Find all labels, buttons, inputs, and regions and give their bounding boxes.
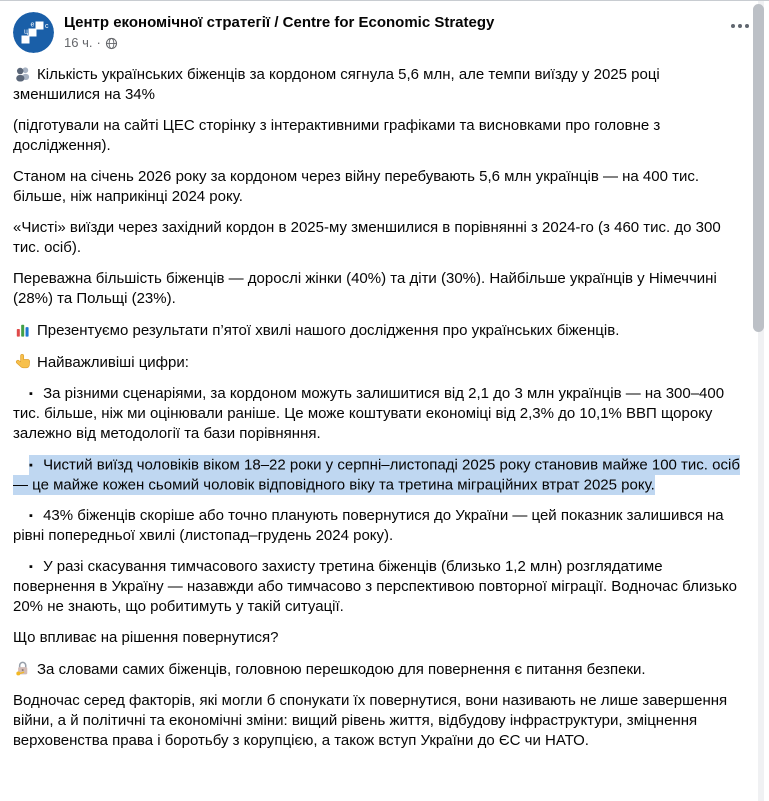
post-timestamp[interactable]: 16 ч. bbox=[64, 35, 93, 50]
facebook-post bbox=[0, 1, 769, 801]
bullet-icon: ▪ bbox=[29, 459, 39, 471]
paragraph-survey-intro: Презентуємо результати п’ятої хвилі нашого дослідження про українських біженців. bbox=[13, 320, 743, 341]
avatar-letter-c1: ц bbox=[24, 28, 29, 36]
paragraph-site-note: (підготували на сайті ЦЕС сторінку з інтерактивними графіками та висновками про головне з дослідження). bbox=[13, 117, 661, 154]
header-meta bbox=[64, 12, 727, 51]
bullet-icon: ▪ bbox=[29, 388, 39, 400]
bullet-scenarios: ▪ За різними сценаріями, за кордоном можуть залишитися від 2,1 до 3 млн українців — на 300–400 тис. більше, ніж ми оцінювали раніше. Це може коштувати економіці від 2,3% до 10,1% ВВП щороку залежно від методології та бази порівняння. bbox=[13, 385, 725, 442]
bullet-icon: ▪ bbox=[29, 510, 39, 522]
avatar-letter-c2: е bbox=[30, 21, 35, 29]
post-header bbox=[0, 1, 769, 61]
more-options-icon[interactable] bbox=[727, 14, 753, 38]
highlighted-text: ▪ Чистий виїзд чоловіків віком 18–22 роки у серпні–листопаді 2025 року становив майже 100 тис. осіб — це майже кожен сьомий чоловік відповідного віку та третина міграційних втрат 2025 року. bbox=[13, 456, 740, 493]
paragraph-key-figures-heading: Найважливіші цифри: bbox=[13, 352, 743, 373]
page-name-link[interactable]: Центр економічної стратегії / Centre for Economic Strategy bbox=[64, 14, 495, 31]
busts-in-silhouette-icon bbox=[13, 64, 32, 83]
paragraph-january-2026: Станом на січень 2026 року за кордоном через війну перебувають 5,6 млн українців — на 400 тис. більше, ніж наприкінці 2024 року. bbox=[13, 168, 700, 205]
page-avatar[interactable] bbox=[13, 12, 54, 53]
bullet-temporary-protection: ▪ У разі скасування тимчасового захисту третина біженців (близько 1,2 млн) розглядатиме повернення в Україну — назавжди або тимчасово з перспективою повторної міграції. Водночас близько 20% не знають, що робитимуть у такій ситуації. bbox=[13, 558, 737, 615]
globe-icon bbox=[105, 37, 118, 50]
scrollbar-thumb[interactable] bbox=[753, 4, 764, 332]
bar-chart-icon bbox=[13, 320, 32, 339]
point-up-icon bbox=[13, 352, 32, 371]
avatar-letter-c3: с bbox=[45, 23, 49, 30]
bullet-return-plans: ▪ 43% біженців скоріше або точно планують повернутися до України — цей показник залишився на рівні попередньої хвилі (листопад–грудень 2024 року). bbox=[13, 507, 724, 544]
paragraph-security-barrier: За словами самих біженців, головною перешкодою для повернення є питання безпеки. bbox=[13, 659, 743, 680]
paragraph-net-departures: «Чисті» виїзди через західний кордон в 2025-му зменшилися в порівнянні з 2024-го (з 460 тис. до 300 тис. осіб). bbox=[13, 219, 721, 256]
paragraph-refugee-count: Кількість українських біженців за кордоном сягнула 5,6 млн, але темпи виїзду у 2025 році зменшилися на 34% bbox=[13, 66, 660, 103]
paragraph-return-factors: Водночас серед факторів, які могли б спонукати їх повернутися, вони називають не лише завершення війни, а й політичні та економічні зміни: вищий рівень життя, відбудову інфраструктури, зміцнення верховенства права і боротьбу з корупцією, а також вступ України до ЄС чи НАТО. bbox=[13, 692, 728, 749]
bullet-men-18-22-highlighted bbox=[13, 455, 743, 495]
post-text bbox=[0, 61, 769, 751]
locked-with-key-icon bbox=[13, 659, 32, 678]
bullet-icon: ▪ bbox=[29, 561, 39, 573]
paragraph-return-question: Що впливає на рішення повернутися? bbox=[13, 629, 279, 646]
timestamp-separator: · bbox=[96, 35, 101, 50]
paragraph-demographics: Переважна більшість біженців — дорослі жінки (40%) та діти (30%). Найбільше українців у Німеччині (28%) та Польщі (23%). bbox=[13, 270, 717, 307]
